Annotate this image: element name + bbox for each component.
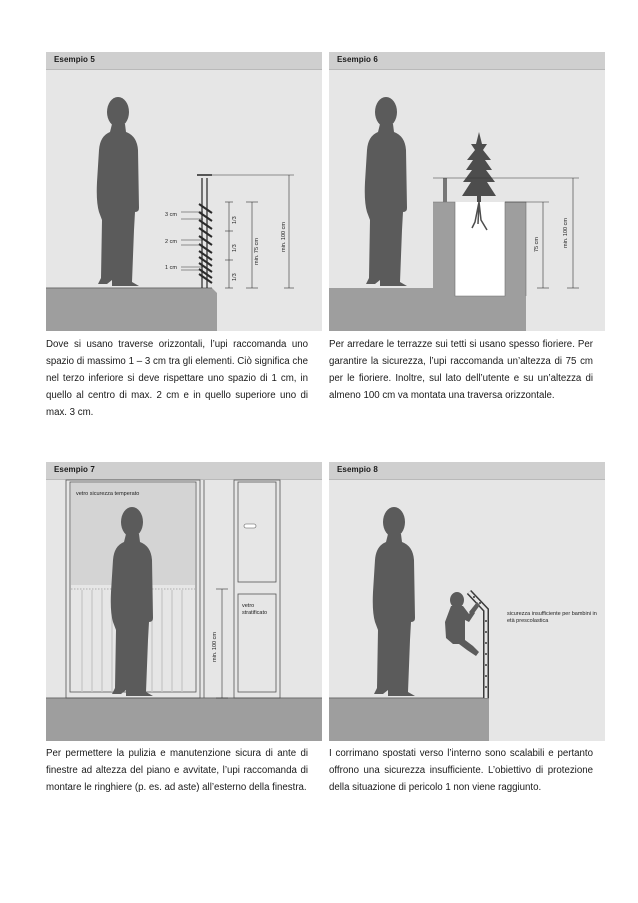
height-75-label: 75 cm xyxy=(534,237,540,252)
example-7-text: Per permettere la pulizia e manutenzione sicura di ante di finestre ad altezza del piano e avvitate, l’upi raccomanda di montare le ringhiere (p. es. ad aste) all’esterno della finestra. xyxy=(46,748,308,793)
third-label-low: 1/3 xyxy=(232,273,238,281)
example-7-title: Esempio 7 xyxy=(54,465,95,474)
example-6-figure xyxy=(329,52,605,331)
example-5-figure xyxy=(46,52,322,331)
example-6-text: Per arredare le terrazze sui tetti si usano spesso fioriere. Per garantire la sicurezza, l’upi raccomanda un’altezza di 75 cm per le fioriere. Inoltre, sul lato dell’utente e su un’altezza di almeno 100 cm va montata una traversa orizzontale. xyxy=(329,339,593,401)
laminated-glass-label: vetro stratificato xyxy=(242,603,268,616)
example-5-text: Dove si usano traverse orizzontali, l’upi raccomanda uno spazio di massimo 1 – 3 cm tra gli elementi. Ciò significa che nel terzo inferiore si deve rispettare uno spazio di 1 cm, in quello al centro di max. 2 cm e in quello superiore uno di max. 3 cm. xyxy=(46,339,308,418)
person-silhouette xyxy=(365,97,407,286)
person-silhouette xyxy=(373,507,415,696)
gap-label-top: 3 cm xyxy=(165,212,177,218)
height-100-label: min. 100 cm xyxy=(563,218,569,248)
example-7-figure xyxy=(46,462,322,741)
horizontal-bars-railing xyxy=(181,175,294,288)
example-5-drawing xyxy=(46,52,322,331)
example-5-title: Esempio 5 xyxy=(54,55,95,64)
inward-handrail xyxy=(469,592,487,698)
person-silhouette xyxy=(97,97,139,286)
example-6-drawing xyxy=(329,52,605,331)
example-8-text: I corrimano spostati verso l’interno sono scalabili e pertanto offrono una sicurezza insufficiente. L’obiettivo di protezione della situazione di pericolo 1 non viene raggiunto. xyxy=(329,748,593,793)
height-75-label: min. 75 cm xyxy=(254,238,260,265)
gap-label-low: 1 cm xyxy=(165,265,177,271)
insufficient-safety-note: sicurezza insufficiente per bambini in età prescolastica xyxy=(507,611,597,624)
example-8-drawing xyxy=(329,462,605,741)
example-7-drawing xyxy=(46,462,322,741)
third-label-mid: 1/3 xyxy=(232,244,238,252)
tempered-glass-label: vetro sicurezza temperato xyxy=(76,491,140,497)
height-100-label: min. 100 cm xyxy=(212,632,218,662)
example-6-title: Esempio 6 xyxy=(337,55,378,64)
gap-label-mid: 2 cm xyxy=(165,239,177,245)
example-8-figure xyxy=(329,462,605,741)
third-label-top: 1/3 xyxy=(232,216,238,224)
height-100-label: min. 100 cm xyxy=(281,222,287,252)
example-8-title: Esempio 8 xyxy=(337,465,378,474)
